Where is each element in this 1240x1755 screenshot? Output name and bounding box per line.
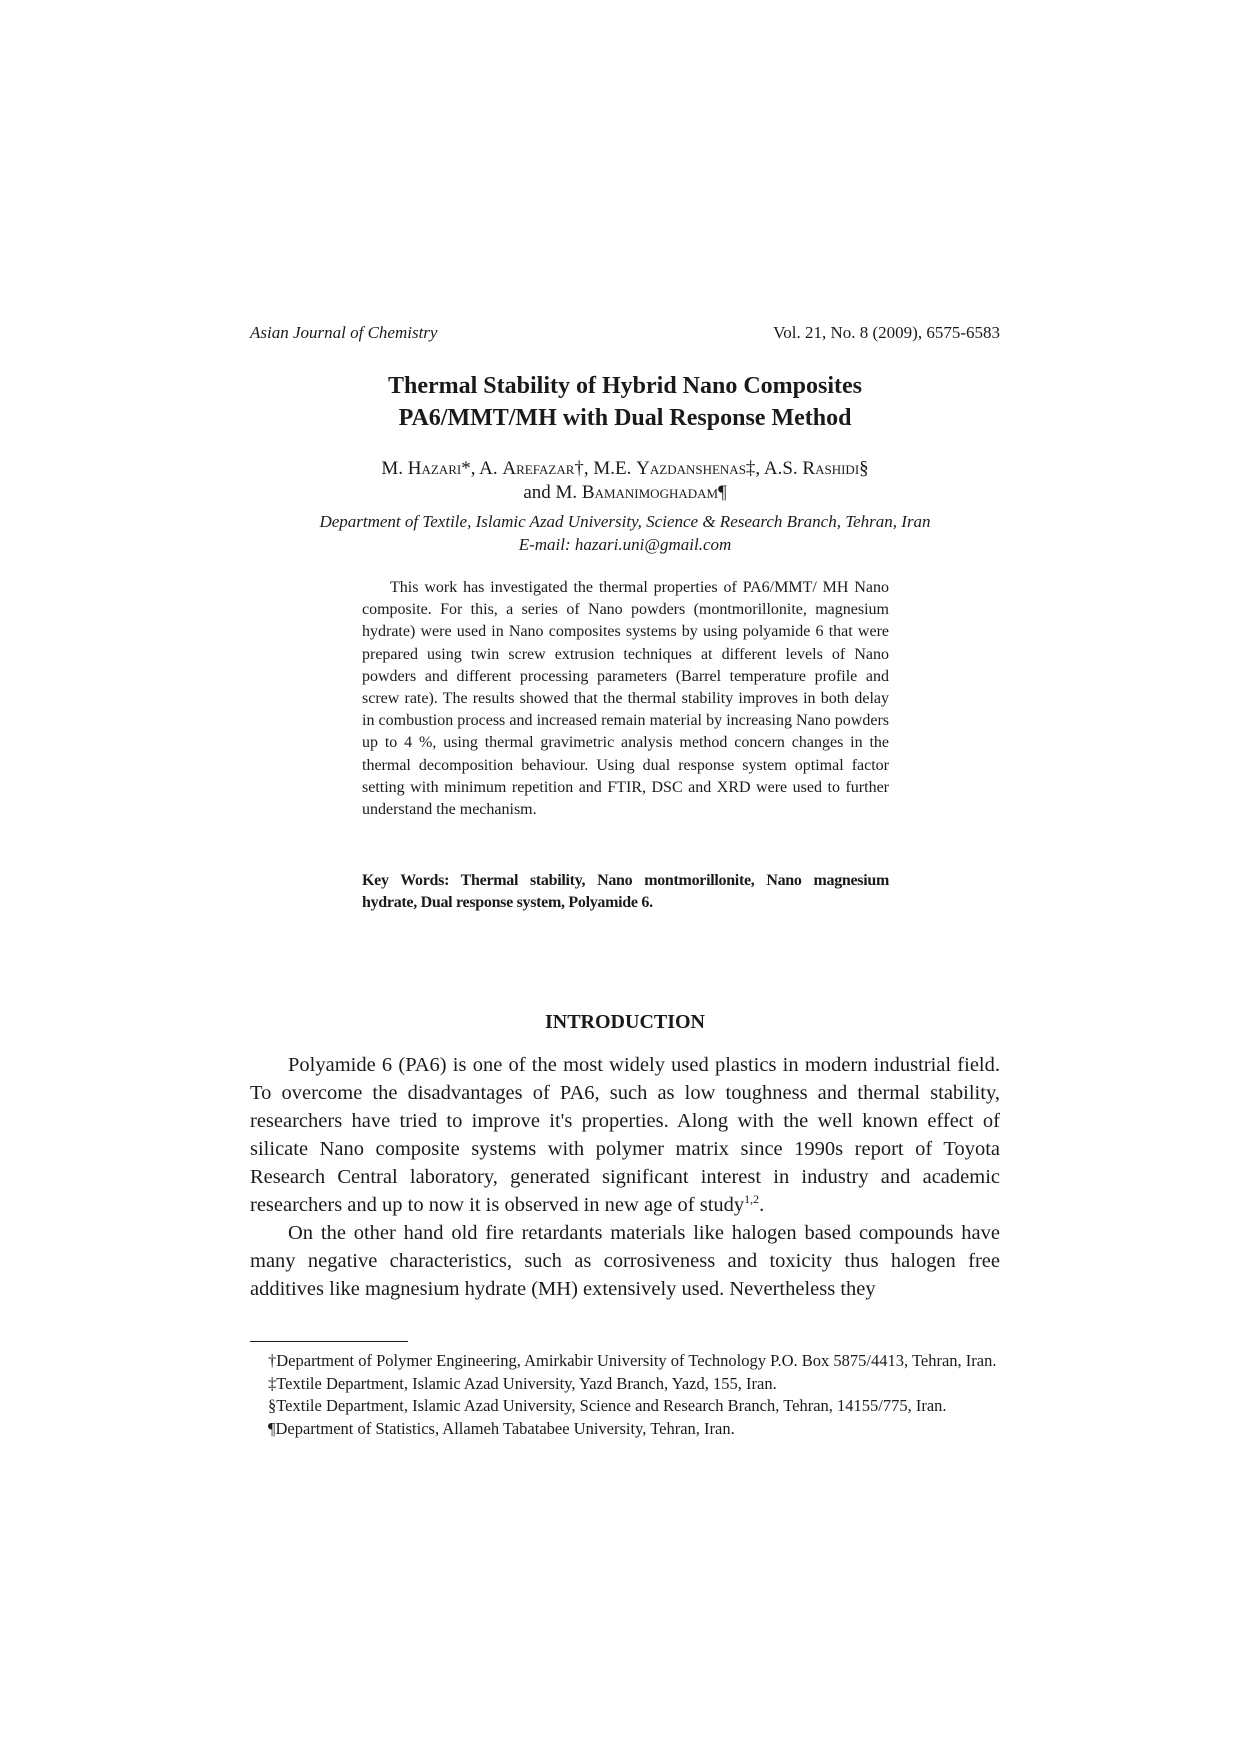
author-line-2: [250, 481, 1000, 505]
author-2-initial: A.: [479, 458, 503, 479]
title-line-1: Thermal Stability of Hybrid Nano Composites: [387, 373, 863, 399]
author-3-initial: M.E.: [593, 458, 637, 479]
author-5-surname: Bamanimoghadam: [581, 482, 719, 503]
title-line-2: PA6/MMT/MH with Dual Response Method: [398, 405, 852, 431]
author-5-initial: and M.: [523, 482, 582, 503]
author-3-mark: ‡,: [745, 458, 764, 479]
intro-paragraph-2: On the other hand old fire retardants materials like halogen based compounds have many negative characteristics, such as corrosiveness and toxicity thus halogen free additives like magnesium hydrate (MH) extensively used. Nevertheless they: [250, 1222, 1000, 1300]
footnote: §Textile Department, Islamic Azad University, Science and Research Branch, Tehran, 14155/775, Iran.: [268, 1396, 947, 1415]
author-3-surname: Yazdanshenas: [636, 458, 746, 479]
email-address: E-mail: hazari.uni@gmail.com: [518, 535, 732, 554]
author-line-1: [250, 457, 1000, 481]
author-2-mark: †,: [574, 458, 594, 479]
author-4-initial: A.S.: [763, 458, 803, 479]
intro-paragraph-1-text: Polyamide 6 (PA6) is one of the most widely used plastics in modern industrial field. To overcome the disadvantages of PA6, such as low toughness and thermal stability, researchers have tried to improve it's properties. Along with the well known effect of silicate Nano composite systems with polymer matrix since 1990s report of Toyota Research Central laboratory, generated significant interest in industry and academic researchers and up to now it is observed in new age of study: [250, 1054, 1000, 1216]
footnotes: [250, 1350, 1000, 1440]
author-1-mark: *,: [461, 458, 480, 479]
introduction-body: [250, 1051, 1000, 1303]
section-heading-introduction: INTRODUCTION: [544, 1011, 706, 1033]
citation-ref: 1,2: [744, 1192, 760, 1206]
intro-paragraph-1: [250, 1051, 1000, 1219]
affiliation-block: [250, 510, 1000, 556]
author-4-mark: §: [859, 458, 869, 479]
author-1-initial: M.: [381, 458, 408, 479]
running-header: [250, 323, 1000, 343]
paper-title: [250, 370, 1000, 434]
abstract: This work has investigated the thermal properties of PA6/MMT/ MH Nano composite. For this, a series of Nano powders (montmorillonite, magnesium hydrate) were used in Nano composites systems by using polyamide 6 that were prepared using twin screw extrusion techniques at different levels of Nano powders and different processing parameters (Barrel temperature profile and screw rate). The results showed that the thermal stability improves in both delay in combustion process and increased remain material by increasing Nano powders up to 4 %, using thermal gravimetric analysis method concern changes in the thermal decomposition behaviour. Using dual response system optimal factor setting with minimum repetition and FTIR, DSC and XRD were used to further understand the mechanism.: [362, 579, 889, 819]
affiliation: Department of Textile, Islamic Azad University, Science & Research Branch, Tehran, Iran: [319, 512, 931, 531]
key-words: Key Words: Thermal stability, Nano montmorillonite, Nano magnesium hydrate, Dual response system, Polyamide 6.: [362, 872, 889, 911]
intro-paragraph-1-end: .: [759, 1194, 765, 1216]
footnote: ‡Textile Department, Islamic Azad University, Yazd Branch, Yazd, 155, Iran.: [268, 1373, 777, 1393]
author-4-surname: Rashidi: [802, 458, 860, 479]
author-5-mark: ¶: [718, 482, 727, 503]
author-list: [250, 457, 1000, 505]
journal-name: Asian Journal of Chemistry: [250, 323, 438, 342]
author-2-surname: Arefazar: [502, 458, 575, 479]
footnote-divider: [250, 1341, 408, 1342]
author-1-surname: Hazari: [407, 458, 462, 479]
volume-info: Vol. 21, No. 8 (2009), 6575-6583: [773, 323, 1000, 342]
footnote: ¶Department of Statistics, Allameh Tabatabee University, Tehran, Iran.: [268, 1418, 735, 1438]
footnote: †Department of Polymer Engineering, Amirkabir University of Technology P.O. Box 5875/4413, Tehran, Iran.: [268, 1351, 997, 1370]
